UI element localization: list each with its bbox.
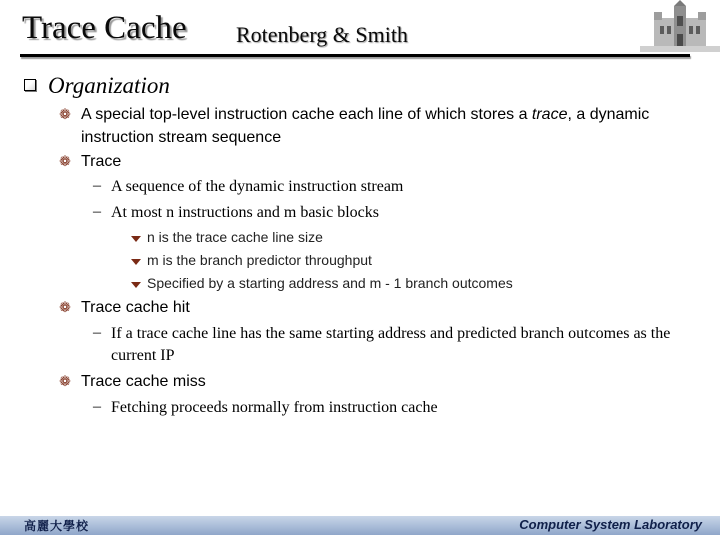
sub-item: A sequence of the dynamic instruction stream <box>111 178 404 195</box>
dash-bullet-icon: – <box>93 177 101 194</box>
title-divider <box>20 54 690 57</box>
slide-title: Trace Cache <box>22 10 187 46</box>
item-text: A special top-level instruction cache each line of which stores a trace, a dynamic instruction stream sequence <box>81 106 650 146</box>
footer-university: 高麗大學校 <box>24 519 90 533</box>
footer-band <box>0 516 720 535</box>
emphasis-trace: trace <box>531 106 568 123</box>
sub-item: At most n instructions and m basic blocks <box>111 204 379 221</box>
flower-bullet-icon: ❁ <box>59 300 71 316</box>
university-building-logo <box>640 0 720 52</box>
sub-item: Fetching proceeds normally from instruction cache <box>111 399 438 416</box>
footer-lab: Computer System Laboratory <box>519 517 702 532</box>
sub-sub-item: n is the trace cache line size <box>147 229 323 245</box>
dash-bullet-icon: – <box>93 398 101 415</box>
list-item: Trace cache hit <box>81 299 190 316</box>
dash-bullet-icon: – <box>93 203 101 220</box>
arrow-down-bullet-icon <box>131 279 141 289</box>
list-item: Trace cache miss <box>81 373 206 390</box>
slide-subtitle: Rotenberg & Smith <box>236 22 408 47</box>
flower-bullet-icon: ❁ <box>59 374 71 390</box>
list-item <box>81 103 681 149</box>
square-bullet-icon <box>24 79 36 91</box>
flower-bullet-icon: ❁ <box>59 154 71 170</box>
dash-bullet-icon: – <box>93 324 101 341</box>
arrow-down-bullet-icon <box>131 256 141 266</box>
section-heading: Organization <box>48 73 170 98</box>
flower-bullet-icon: ❁ <box>59 107 71 123</box>
sub-sub-item: m is the branch predictor throughput <box>147 252 372 268</box>
list-item: Trace <box>81 153 122 170</box>
arrow-down-bullet-icon <box>131 233 141 243</box>
sub-item: If a trace cache line has the same starting address and predicted branch outcomes as the current IP <box>111 325 671 364</box>
sub-sub-item: Specified by a starting address and m - 1 branch outcomes <box>147 275 513 291</box>
